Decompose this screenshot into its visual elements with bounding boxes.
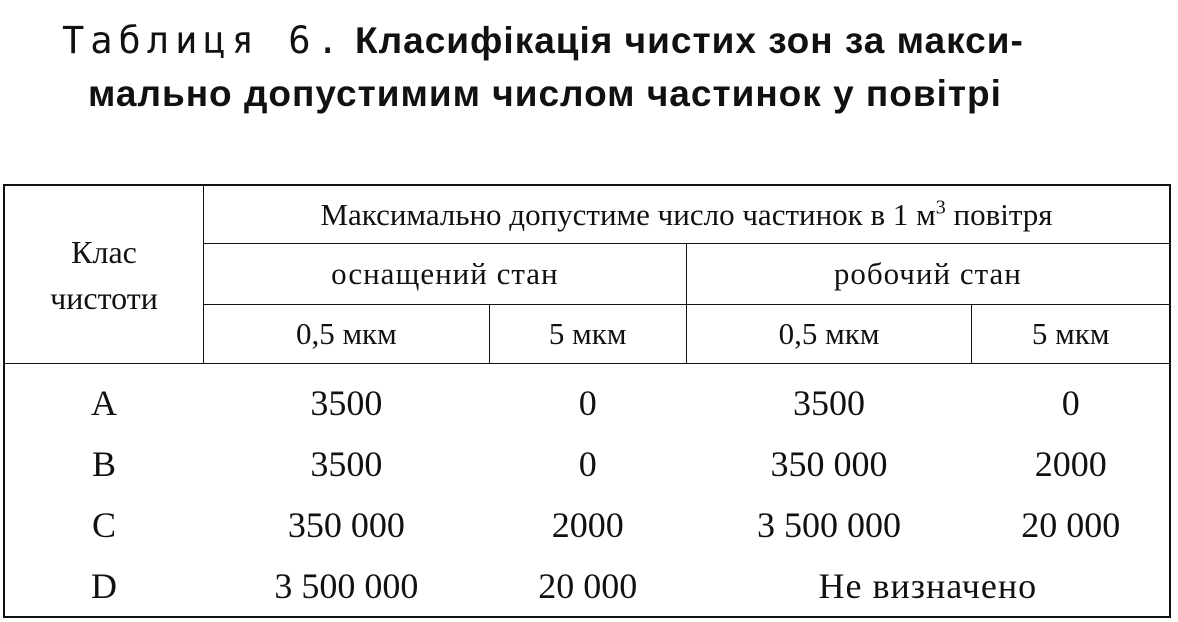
- table-row: [4, 433, 1170, 494]
- table-title-line2: мально допустимим числом частинок у повітрі: [88, 73, 1002, 114]
- size-header-equipped-05: 0,5 мкм: [204, 305, 490, 364]
- cell-equipped-5: 0: [578, 382, 597, 423]
- table-number-label: Таблиця 6.: [62, 19, 345, 62]
- cell-working-undefined: Не визначено: [818, 565, 1038, 606]
- state-equipped-header: оснащений стан: [204, 244, 687, 305]
- size-header-working-05: 0,5 мкм: [686, 305, 972, 364]
- cell-working-5: 0: [1061, 382, 1080, 423]
- cell-equipped-05: 350 000: [287, 504, 405, 545]
- row-class: C: [91, 504, 116, 545]
- cell-equipped-05: 3 500 000: [274, 565, 419, 606]
- row-class: D: [91, 565, 117, 606]
- state-working-header: робочий стан: [686, 244, 1170, 305]
- cleanroom-classification-table: [3, 184, 1171, 618]
- table-row: [4, 555, 1170, 617]
- row-class: B: [91, 443, 116, 484]
- class-header-line1: Клас: [71, 233, 137, 270]
- row-class: A: [91, 382, 117, 423]
- cell-equipped-5: 20 000: [538, 565, 638, 606]
- cell-working-05: 3500: [793, 382, 866, 423]
- cell-working-05: 350 000: [770, 443, 888, 484]
- class-header: [4, 185, 204, 364]
- cell-equipped-5: 2000: [551, 504, 624, 545]
- table-row: [4, 364, 1170, 434]
- table-title-line1: Класифікація чистих зон за макси-: [355, 20, 1024, 61]
- cell-equipped-5: 0: [578, 443, 597, 484]
- cell-working-05: 3 500 000: [757, 504, 902, 545]
- header-row-1: [4, 185, 1170, 244]
- group-header-sup: 3: [935, 196, 946, 219]
- cell-equipped-05: 3500: [310, 443, 383, 484]
- table-row: [4, 494, 1170, 555]
- cell-working-5: 20 000: [1021, 504, 1121, 545]
- group-header-tail: повітря: [945, 196, 1053, 232]
- group-header: [204, 185, 1171, 244]
- table-caption: [62, 14, 1162, 120]
- size-header-equipped-5: 5 мкм: [489, 305, 686, 364]
- size-header-working-5: 5 мкм: [972, 305, 1170, 364]
- cell-working-5: 2000: [1034, 443, 1107, 484]
- cell-equipped-05: 3500: [310, 382, 383, 423]
- class-header-line2: чистоти: [50, 279, 158, 316]
- group-header-text: Максимально допустиме число частинок в 1 м: [320, 196, 936, 232]
